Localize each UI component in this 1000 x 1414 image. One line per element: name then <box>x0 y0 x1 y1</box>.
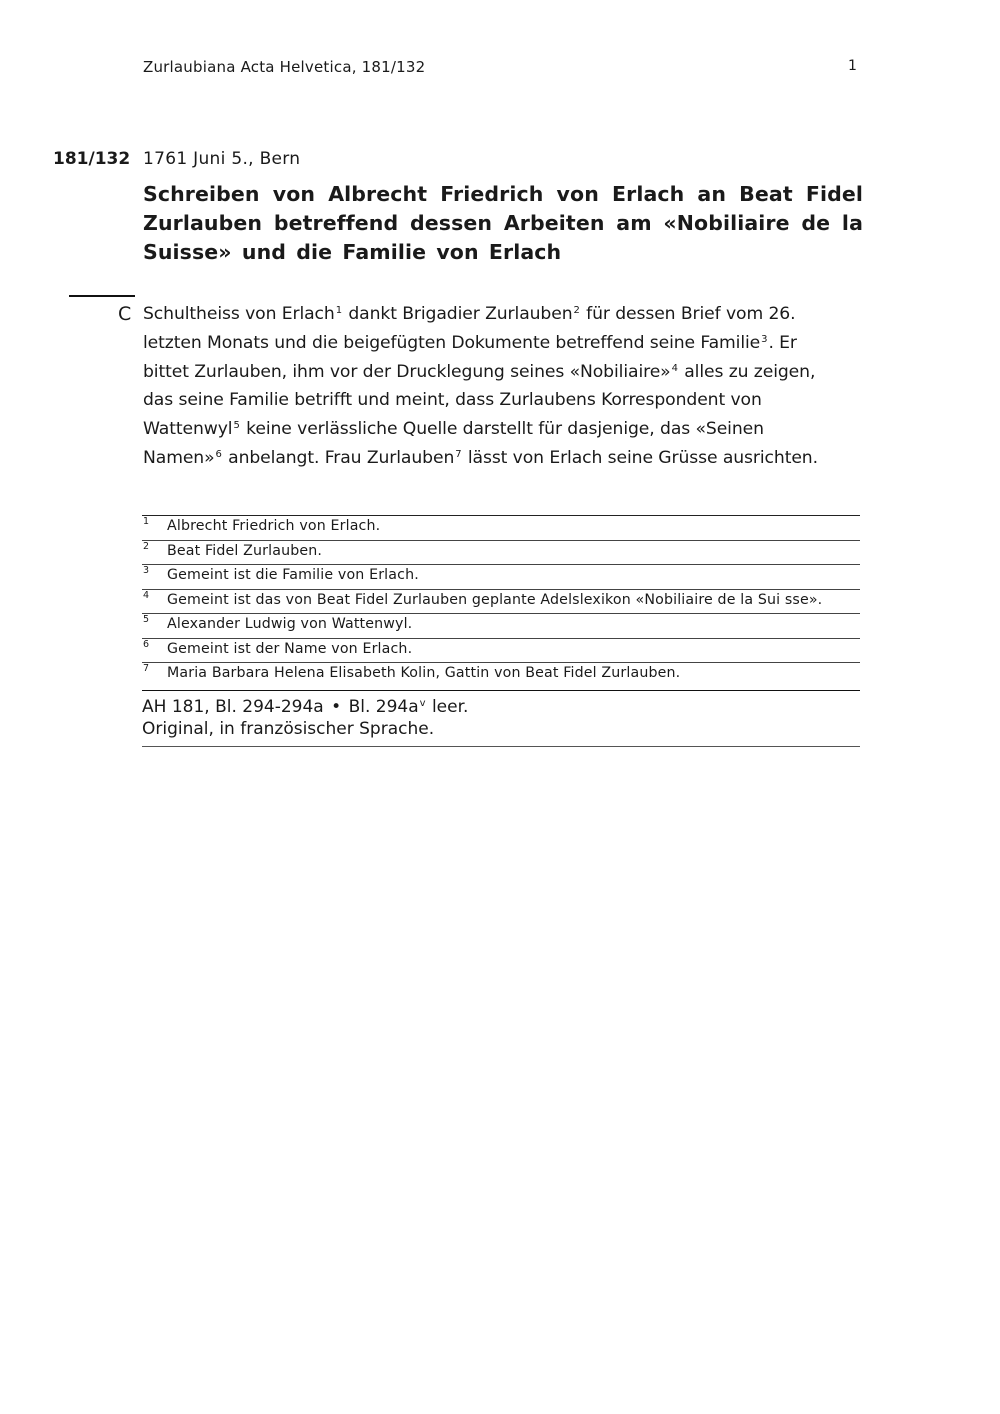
footnote-marker: 1 <box>143 516 150 527</box>
title-line: Schreiben von Albrecht Friedrich von Erlach an Beat Fidel <box>143 182 863 206</box>
footnote-reference[interactable]: 3 <box>761 333 768 345</box>
summary-line <box>143 444 853 473</box>
document-number: 181/132 <box>53 149 131 169</box>
source-description: Original, in französischer Sprache. <box>142 719 435 739</box>
summary-fragment: Namen» <box>143 447 215 468</box>
footnote-reference[interactable]: 5 <box>233 420 240 432</box>
footnote-reference[interactable]: 2 <box>573 305 580 316</box>
summary-fragment: letzten Monats und die beigefügten Dokumente betreffend seine Familie <box>143 332 761 353</box>
summary-fragment: Wattenwyl <box>143 419 233 440</box>
running-header: Zurlaubiana Acta Helvetica, 181/132 <box>143 58 426 76</box>
source-signature: AH 181, Bl. 294-294a <box>142 697 324 717</box>
summary-fragment: . Er <box>768 332 797 353</box>
footnote-reference[interactable]: 7 <box>455 448 462 460</box>
footnote-reference[interactable]: 6 <box>215 448 222 460</box>
summary-fragment: keine verlässliche Quelle darstellt für dasjenige, das «Seinen <box>240 419 764 440</box>
source-block <box>142 690 860 747</box>
summary-line <box>143 415 853 444</box>
summary-fragment: dankt Brigadier Zurlauben <box>342 304 573 324</box>
summary-fragment: lässt von Erlach seine Grüsse ausrichten. <box>462 447 818 468</box>
title-line: Zurlauben betreffend dessen Arbeiten am «Nobiliaire de la <box>143 211 863 235</box>
footnote-item <box>142 663 860 687</box>
footnote-reference[interactable]: 4 <box>671 362 678 374</box>
title-line: Suisse» und die Familie von Erlach <box>143 240 562 264</box>
footnote-text: Alexander Ludwig von Wattenwyl. <box>167 616 413 632</box>
footnotes-list <box>142 515 860 687</box>
footnote-text: Gemeint ist das von Beat Fidel Zurlauben geplante Adelslexikon «Nobiliaire de la Sui sse». <box>167 591 823 608</box>
footnote-text: Albrecht Friedrich von Erlach. <box>167 518 381 534</box>
summary-line <box>143 300 853 329</box>
footnote-marker: 7 <box>143 663 150 674</box>
footnote-item <box>142 590 860 615</box>
footnote-text: Maria Barbara Helena Elisabeth Kolin, Gattin von Beat Fidel Zurlauben. <box>167 665 681 681</box>
footnote-marker: 6 <box>143 638 150 650</box>
letter-class-marker: C <box>118 303 132 325</box>
margin-rule <box>69 295 135 297</box>
document-date-place: 1761 Juni 5., Bern <box>143 149 301 169</box>
footnote-item <box>142 541 860 566</box>
footnote-reference[interactable]: 1 <box>335 305 342 316</box>
summary-text <box>143 300 853 473</box>
footnote-text: Gemeint ist der Name von Erlach. <box>167 640 413 657</box>
source-leaf-note: leer. <box>426 697 469 717</box>
footnote-item <box>142 516 860 541</box>
footnote-item <box>142 614 860 639</box>
summary-fragment: für dessen Brief vom 26. <box>580 304 796 324</box>
footnote-marker: 3 <box>143 565 150 576</box>
source-separator: • <box>331 697 342 717</box>
footnote-item <box>142 565 860 590</box>
summary-fragment: alles zu zeigen, <box>678 361 816 382</box>
summary-fragment: anbelangt. Frau Zurlauben <box>222 447 455 468</box>
footnote-marker: 4 <box>143 589 150 601</box>
footnote-marker: 2 <box>143 540 150 552</box>
footnote-text: Gemeint ist die Familie von Erlach. <box>167 567 419 583</box>
footnote-text: Beat Fidel Zurlauben. <box>167 542 323 559</box>
source-leaf-verso: v <box>419 698 426 709</box>
summary-line <box>143 329 853 358</box>
page-number: 1 <box>848 58 857 74</box>
summary-line: das seine Familie betrifft und meint, dass Zurlaubens Korrespondent von <box>143 390 762 411</box>
document-title <box>143 180 863 267</box>
summary-fragment: Schultheiss von Erlach <box>143 304 335 324</box>
footnote-item <box>142 639 860 664</box>
source-signature-line <box>142 696 860 718</box>
footnote-marker: 5 <box>143 614 150 625</box>
summary-fragment: bittet Zurlauben, ihm vor der Drucklegung seines «Nobiliaire» <box>143 361 671 382</box>
summary-line <box>143 358 853 387</box>
source-leaf: Bl. 294a <box>348 697 419 717</box>
